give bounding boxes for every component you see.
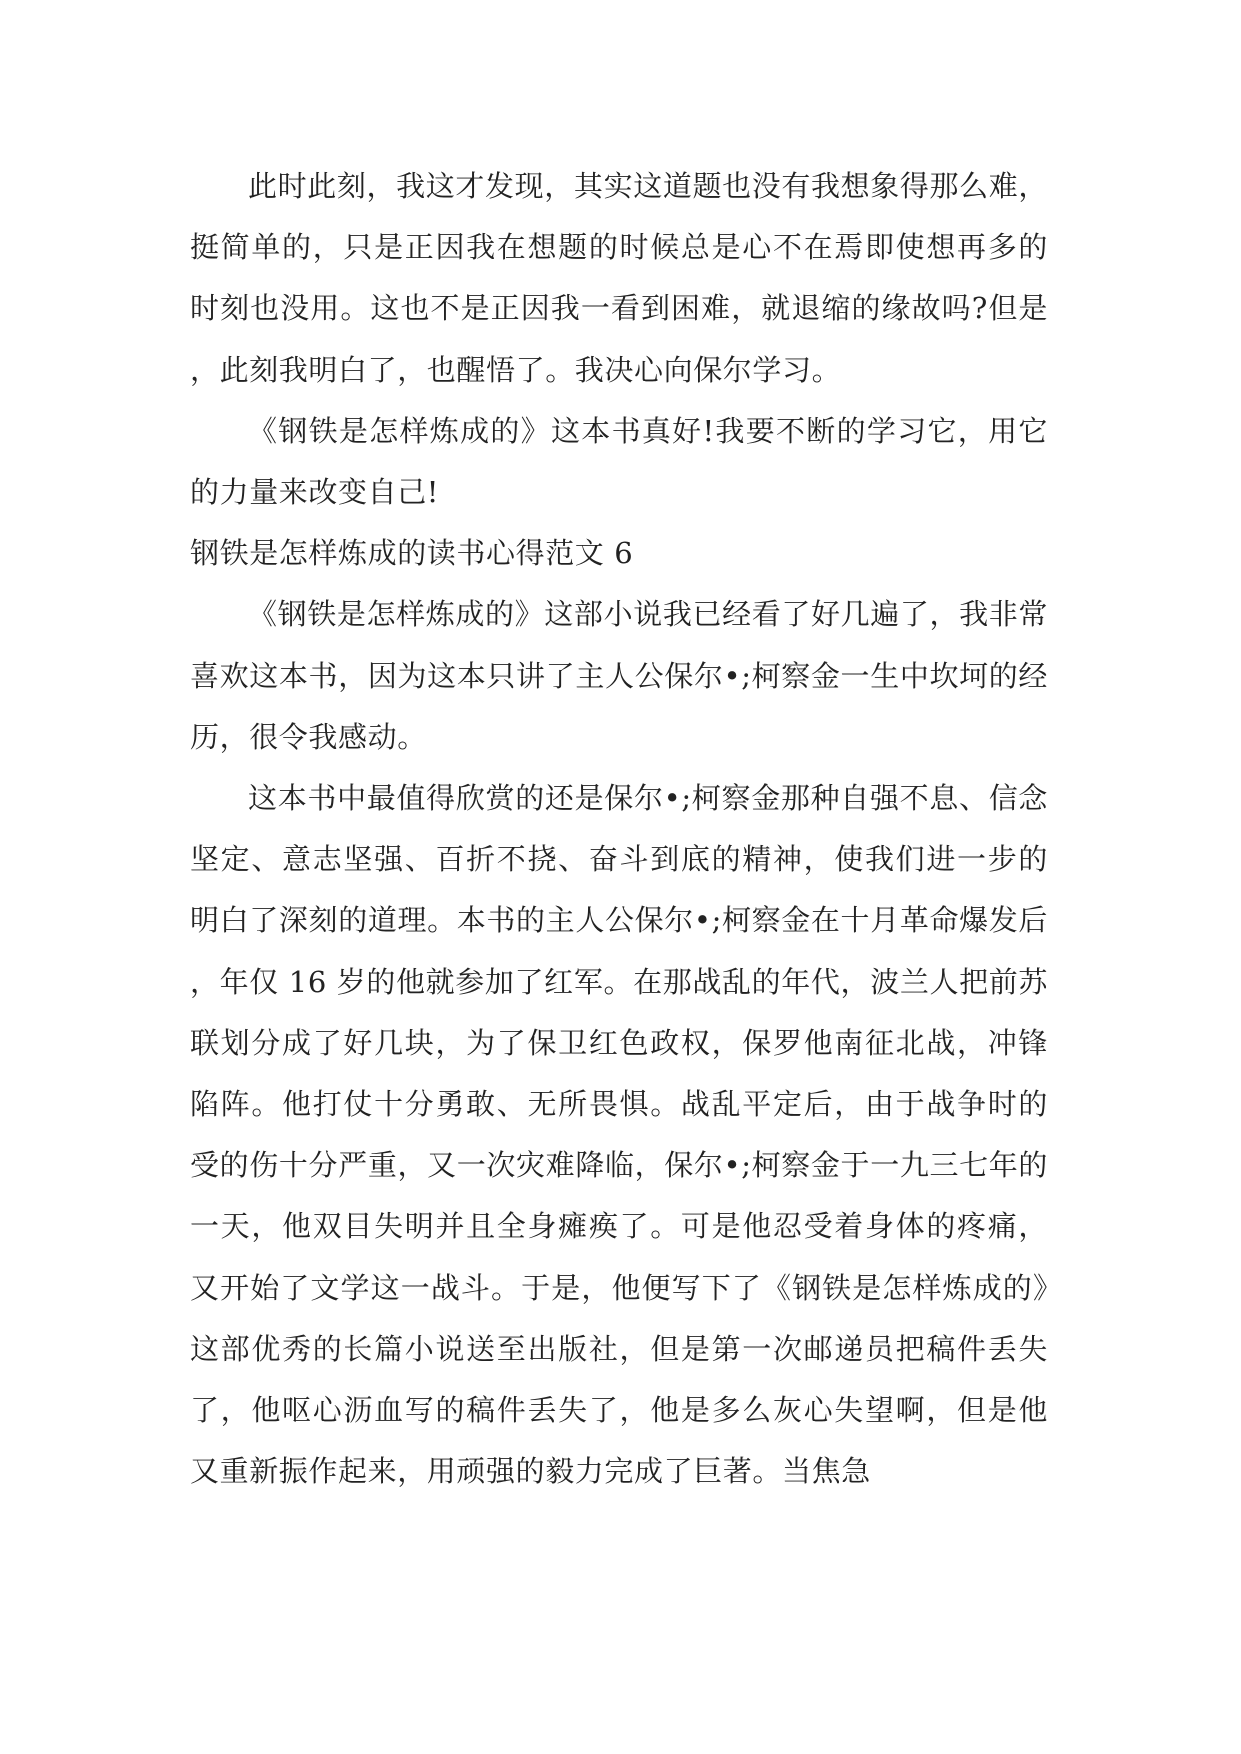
section-heading: 钢铁是怎样炼成的读书心得范文 6 — [190, 536, 634, 571]
document-body — [190, 156, 1048, 1502]
paragraph-story: 这本书中最值得欣赏的还是保尔•;柯察金那种自强不息、信念坚定、意志坚强、百折不挠、奋斗到底的精神，使我们进一步的明白了深刻的道理。本书的主人公保尔•;柯察金在十月革命爆发后，年仅 16 岁的他就参加了红军。在那战乱的年代，波兰人把前苏联划分成了好几块，为了保卫红色政权，保罗他南征北战，冲锋陷阵。他打仗十分勇敢、无所畏惧。战乱平定后，由于战争时的受的伤十分严重，又一次灾难降临，保尔•;柯察金于一九三七年的一天，他双目失明并且全身瘫痪了。可是他忍受着身体的疼痛，又开始了文学这一战斗。于是，他便写下了《钢铁是怎样炼成的》这部优秀的长篇小说送至出版社，但是第一次邮递员把稿件丢失了，他呕心沥血写的稿件丢失了，他是多么灰心失望啊，但是他又重新振作起来，用顽强的毅力完成了巨著。当焦急 — [190, 781, 1048, 1489]
paragraph-realization: 此时此刻，我这才发现，其实这道题也没有我想象得那么难，挺简单的，只是正因我在想题的时候总是心不在焉即使想再多的时刻也没用。这也不是正因我一看到困难，就退缩的缘故吗?但是，此刻我明白了，也醒悟了。我决心向保尔学习。 — [190, 169, 1048, 387]
paragraph-book-praise: 《钢铁是怎样炼成的》这本书真好!我要不断的学习它，用它的力量来改变自己! — [190, 413, 1048, 510]
paragraph-intro: 《钢铁是怎样炼成的》这部小说我已经看了好几遍了，我非常喜欢这本书，因为这本只讲了主人公保尔•;柯察金一生中坎坷的经历，很令我感动。 — [190, 597, 1048, 754]
